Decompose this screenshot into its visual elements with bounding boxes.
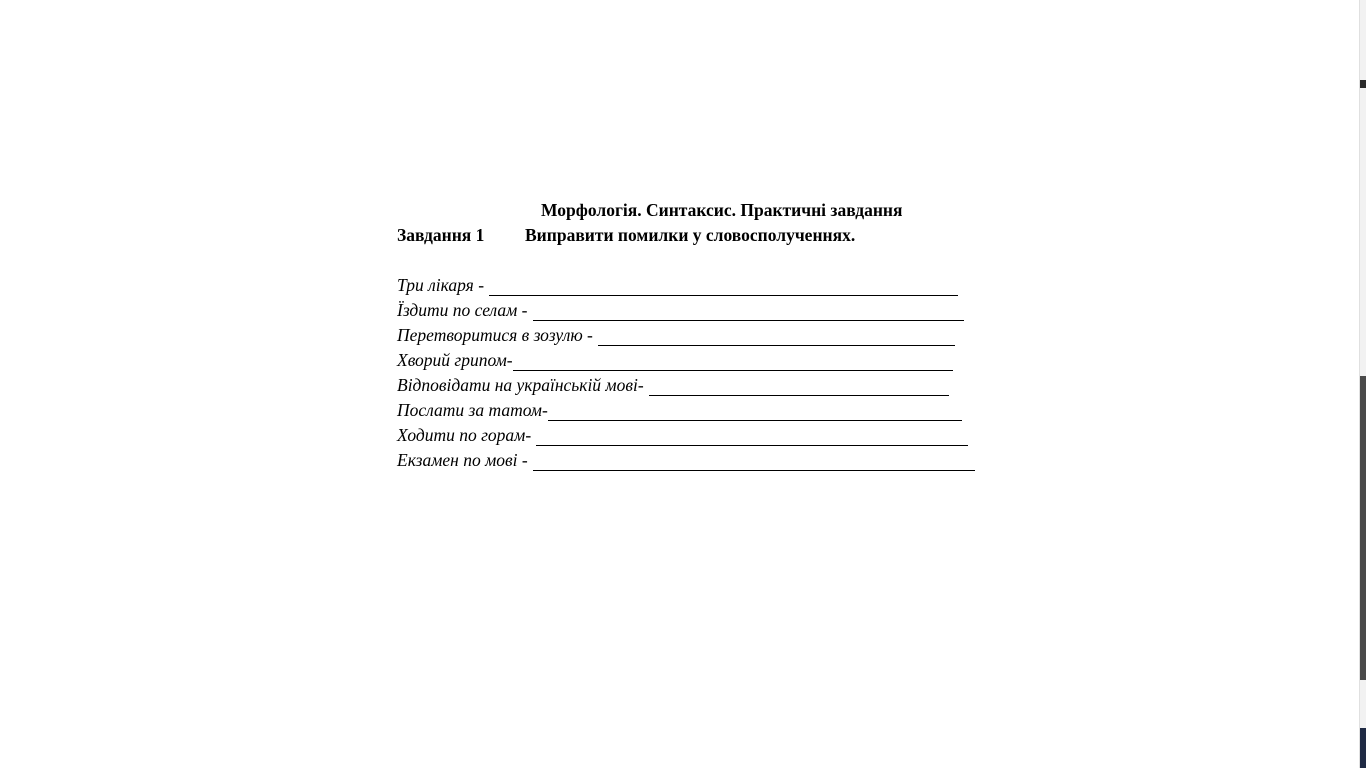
exercise-item-text: Три лікаря -: [397, 275, 485, 295]
document-title: Морфологія. Синтаксис. Практичні завдання: [541, 200, 903, 220]
task-heading: [397, 223, 1017, 248]
task-number: Завдання 1: [397, 225, 485, 245]
exercise-item-text: Послати за татом-: [397, 400, 548, 420]
exercise-item-text: Ходити по горам-: [397, 425, 532, 445]
exercise-item: [397, 348, 1017, 373]
answer-blank-line: [533, 469, 975, 471]
exercise-item: [397, 273, 1017, 298]
document-content: [397, 198, 1017, 473]
spacer: [397, 248, 1017, 273]
exercise-item: [397, 423, 1017, 448]
answer-blank-line: [513, 369, 953, 371]
answer-blank-line: [536, 444, 968, 446]
exercise-item-text: Хворий грипом-: [397, 350, 513, 370]
answer-blank-line: [533, 319, 964, 321]
exercise-item: [397, 298, 1017, 323]
exercise-item: [397, 373, 1017, 398]
scrollbar-marker: [1360, 728, 1366, 768]
task-instruction: Виправити помилки у словосполученнях.: [525, 225, 856, 245]
exercise-item-text: Перетворитися в зозулю -: [397, 325, 593, 345]
scrollbar-marker: [1360, 80, 1366, 88]
exercise-item: [397, 323, 1017, 348]
exercise-item-text: Відповідати на українській мові-: [397, 375, 644, 395]
answer-blank-line: [548, 419, 962, 421]
answer-blank-line: [649, 394, 949, 396]
exercise-item: [397, 398, 1017, 423]
scrollbar-thumb[interactable]: [1360, 376, 1366, 680]
answer-blank-line: [489, 294, 958, 296]
exercise-item-text: Їздити по селам -: [397, 300, 528, 320]
exercise-item-text: Екзамен по мові -: [397, 450, 528, 470]
answer-blank-line: [598, 344, 955, 346]
exercise-item: [397, 448, 1017, 473]
